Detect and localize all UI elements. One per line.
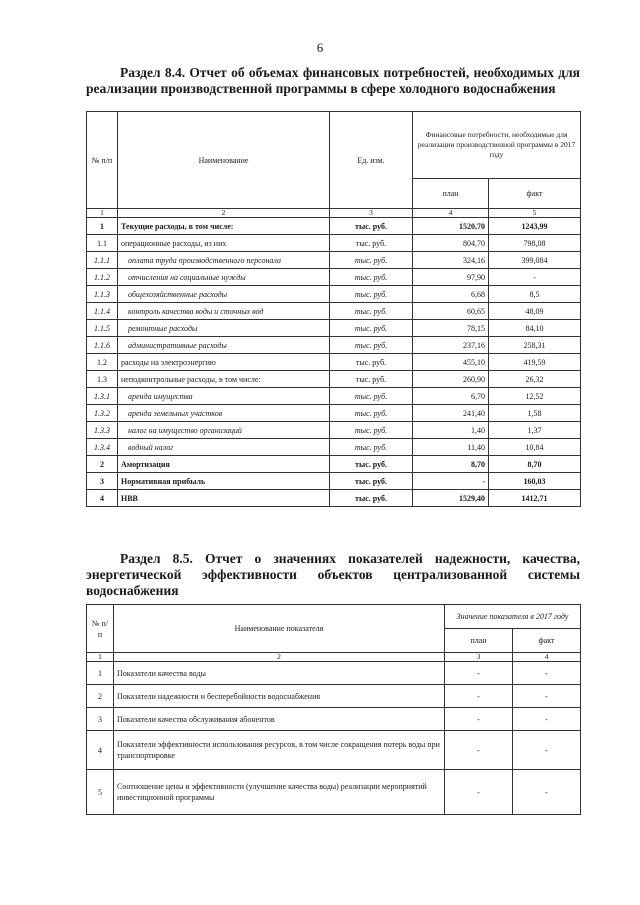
indicators-table [86, 604, 581, 815]
row-plan-value: - [445, 662, 513, 685]
row-fact-value: - [513, 770, 581, 815]
row-unit: тыс. руб. [330, 320, 413, 337]
row-name: общехозяйственные расходы [118, 286, 330, 303]
row-number: 1.1.4 [87, 303, 118, 320]
row-plan-value: - [445, 685, 513, 708]
row-fact-value: 160,03 [489, 473, 581, 490]
row-number: 5 [87, 770, 114, 815]
row-name: Нормативная прибыль [118, 473, 330, 490]
row-plan-value: 237,16 [413, 337, 489, 354]
row-number: 1 [87, 662, 114, 685]
header-name: Наименование [118, 112, 330, 209]
row-indicator-name: Показатели качества воды [114, 662, 445, 685]
row-unit: тыс. руб. [330, 473, 413, 490]
row-fact-value: - [489, 269, 581, 286]
header-financial-needs: Финансовые потребности, необходимые для реализации производственной программы в 2017 году [413, 112, 581, 179]
row-plan-value: 6,70 [413, 388, 489, 405]
row-unit: тыс. руб. [330, 422, 413, 439]
row-name: контроль качества воды и сточных вод [118, 303, 330, 320]
section-8-4-title: Раздел 8.4. Отчет об объемах финансовых потребностей, необходимых для реализации производственной программы в сфере холодного водоснабжения [86, 65, 580, 96]
table-row [87, 731, 581, 770]
col-number: 1 [87, 209, 118, 218]
row-plan-value: 804,70 [413, 235, 489, 252]
row-unit: тыс. руб. [330, 235, 413, 252]
row-unit: тыс. руб. [330, 388, 413, 405]
table-row [87, 354, 581, 371]
row-number: 2 [87, 685, 114, 708]
row-unit: тыс. руб. [330, 490, 413, 507]
table-row [87, 371, 581, 388]
row-fact-value: 26,32 [489, 371, 581, 388]
row-plan-value: 11,40 [413, 439, 489, 456]
row-plan-value: - [413, 473, 489, 490]
header-plan: план [413, 179, 489, 209]
row-fact-value: - [513, 662, 581, 685]
row-fact-value: 258,31 [489, 337, 581, 354]
column-numbers-row [87, 653, 581, 662]
header-unit: Ед. изм. [330, 112, 413, 209]
table-row [87, 320, 581, 337]
col-number: 4 [513, 653, 581, 662]
financial-needs-table [86, 111, 581, 507]
row-unit: тыс. руб. [330, 252, 413, 269]
table-row [87, 235, 581, 252]
col-number: 3 [445, 653, 513, 662]
row-fact-value: - [513, 731, 581, 770]
row-indicator-name: Показатели качества обслуживания абонентов [114, 708, 445, 731]
row-number: 1.3 [87, 371, 118, 388]
row-plan-value: 8,70 [413, 456, 489, 473]
table-row [87, 770, 581, 815]
col-number: 5 [489, 209, 581, 218]
col-number: 1 [87, 653, 114, 662]
header-indicator-value: Значение показателя в 2017 году [445, 605, 581, 629]
row-fact-value: - [513, 708, 581, 731]
row-number: 1.1.6 [87, 337, 118, 354]
table-row [87, 439, 581, 456]
row-plan-value: - [445, 770, 513, 815]
row-number: 1.1.1 [87, 252, 118, 269]
row-number: 1.1.2 [87, 269, 118, 286]
row-fact-value: 8,5 [489, 286, 581, 303]
row-fact-value: 1243,99 [489, 218, 581, 235]
table-row [87, 490, 581, 507]
table-row [87, 286, 581, 303]
row-plan-value: 97,90 [413, 269, 489, 286]
row-fact-value: 419,59 [489, 354, 581, 371]
row-plan-value: 6,68 [413, 286, 489, 303]
table-row [87, 337, 581, 354]
row-indicator-name: Показатели эффективности использования ресурсов, в том числе сокращения потерь воды при транспортировке [114, 731, 445, 770]
header-num: № п/п [87, 112, 118, 209]
row-number: 4 [87, 731, 114, 770]
row-unit: тыс. руб. [330, 303, 413, 320]
row-unit: тыс. руб. [330, 405, 413, 422]
col-number: 4 [413, 209, 489, 218]
row-number: 1.3.2 [87, 405, 118, 422]
row-indicator-name: Показатели надежности и бесперебойности водоснабжения [114, 685, 445, 708]
row-fact-value: 1,37 [489, 422, 581, 439]
section-8-5-title: Раздел 8.5. Отчет о значениях показателей надежности, качества, энергетической эффективности объектов централизованной системы водоснабжения [86, 551, 580, 598]
row-unit: тыс. руб. [330, 269, 413, 286]
row-fact-value: 399,084 [489, 252, 581, 269]
row-number: 3 [87, 473, 118, 490]
row-fact-value: 84,10 [489, 320, 581, 337]
row-fact-value: - [513, 685, 581, 708]
row-plan-value: 455,10 [413, 354, 489, 371]
row-name: аренда имущества [118, 388, 330, 405]
row-indicator-name: Соотношение цены и эффективности (улучшение качества воды) реализации мероприятий инвестиционной программы [114, 770, 445, 815]
row-number: 1.3.4 [87, 439, 118, 456]
page-number: 6 [316, 40, 324, 55]
row-fact-value: 8,70 [489, 456, 581, 473]
row-number: 1.1.5 [87, 320, 118, 337]
row-name: неподконтрольные расходы, в том числе: [118, 371, 330, 388]
row-unit: тыс. руб. [330, 218, 413, 235]
row-fact-value: 10,84 [489, 439, 581, 456]
row-unit: тыс. руб. [330, 354, 413, 371]
table-row [87, 252, 581, 269]
column-numbers-row [87, 209, 581, 218]
header-fact: факт [513, 629, 581, 653]
row-plan-value: - [445, 731, 513, 770]
row-unit: тыс. руб. [330, 439, 413, 456]
table-row [87, 218, 581, 235]
table-row [87, 405, 581, 422]
row-unit: тыс. руб. [330, 456, 413, 473]
row-number: 1.1.3 [87, 286, 118, 303]
header-plan: план [445, 629, 513, 653]
row-number: 1 [87, 218, 118, 235]
row-plan-value: 241,40 [413, 405, 489, 422]
table-row [87, 303, 581, 320]
row-plan-value: 1520,70 [413, 218, 489, 235]
row-unit: тыс. руб. [330, 286, 413, 303]
row-fact-value: 48,09 [489, 303, 581, 320]
row-name: НВВ [118, 490, 330, 507]
row-number: 4 [87, 490, 118, 507]
row-unit: тыс. руб. [330, 337, 413, 354]
row-number: 1.2 [87, 354, 118, 371]
row-name: налог на имущество организаций [118, 422, 330, 439]
row-fact-value: 12,52 [489, 388, 581, 405]
row-number: 1.3.3 [87, 422, 118, 439]
row-unit: тыс. руб. [330, 371, 413, 388]
table-row [87, 708, 581, 731]
row-name: Амортизация [118, 456, 330, 473]
table-row [87, 456, 581, 473]
row-fact-value: 1,58 [489, 405, 581, 422]
col-number: 2 [118, 209, 330, 218]
row-plan-value: - [445, 708, 513, 731]
row-plan-value: 1,40 [413, 422, 489, 439]
row-number: 1.3.1 [87, 388, 118, 405]
row-name: водный налог [118, 439, 330, 456]
col-number: 3 [330, 209, 413, 218]
row-name: отчисления на социальные нужды [118, 269, 330, 286]
table-row [87, 662, 581, 685]
header-fact: факт [489, 179, 581, 209]
table-row [87, 473, 581, 490]
row-name: административные расходы [118, 337, 330, 354]
row-number: 3 [87, 708, 114, 731]
table-row [87, 422, 581, 439]
row-name: Текущие расходы, в том числе: [118, 218, 330, 235]
row-number: 1.1 [87, 235, 118, 252]
table-row [87, 685, 581, 708]
row-plan-value: 78,15 [413, 320, 489, 337]
row-fact-value: 798,08 [489, 235, 581, 252]
row-plan-value: 324,16 [413, 252, 489, 269]
table-row [87, 388, 581, 405]
row-plan-value: 1529,40 [413, 490, 489, 507]
row-number: 2 [87, 456, 118, 473]
row-name: операционные расходы, из них [118, 235, 330, 252]
row-plan-value: 60,65 [413, 303, 489, 320]
row-name: оплата труда производственного персонала [118, 252, 330, 269]
row-plan-value: 260,90 [413, 371, 489, 388]
row-name: ремонтные расходы [118, 320, 330, 337]
table-row [87, 269, 581, 286]
row-name: расходы на электроэнергию [118, 354, 330, 371]
header-indicator-name: Наименование показателя [114, 605, 445, 653]
row-name: аренда земельных участков [118, 405, 330, 422]
header-num: № п/п [87, 605, 114, 653]
col-number: 2 [114, 653, 445, 662]
row-fact-value: 1412,71 [489, 490, 581, 507]
